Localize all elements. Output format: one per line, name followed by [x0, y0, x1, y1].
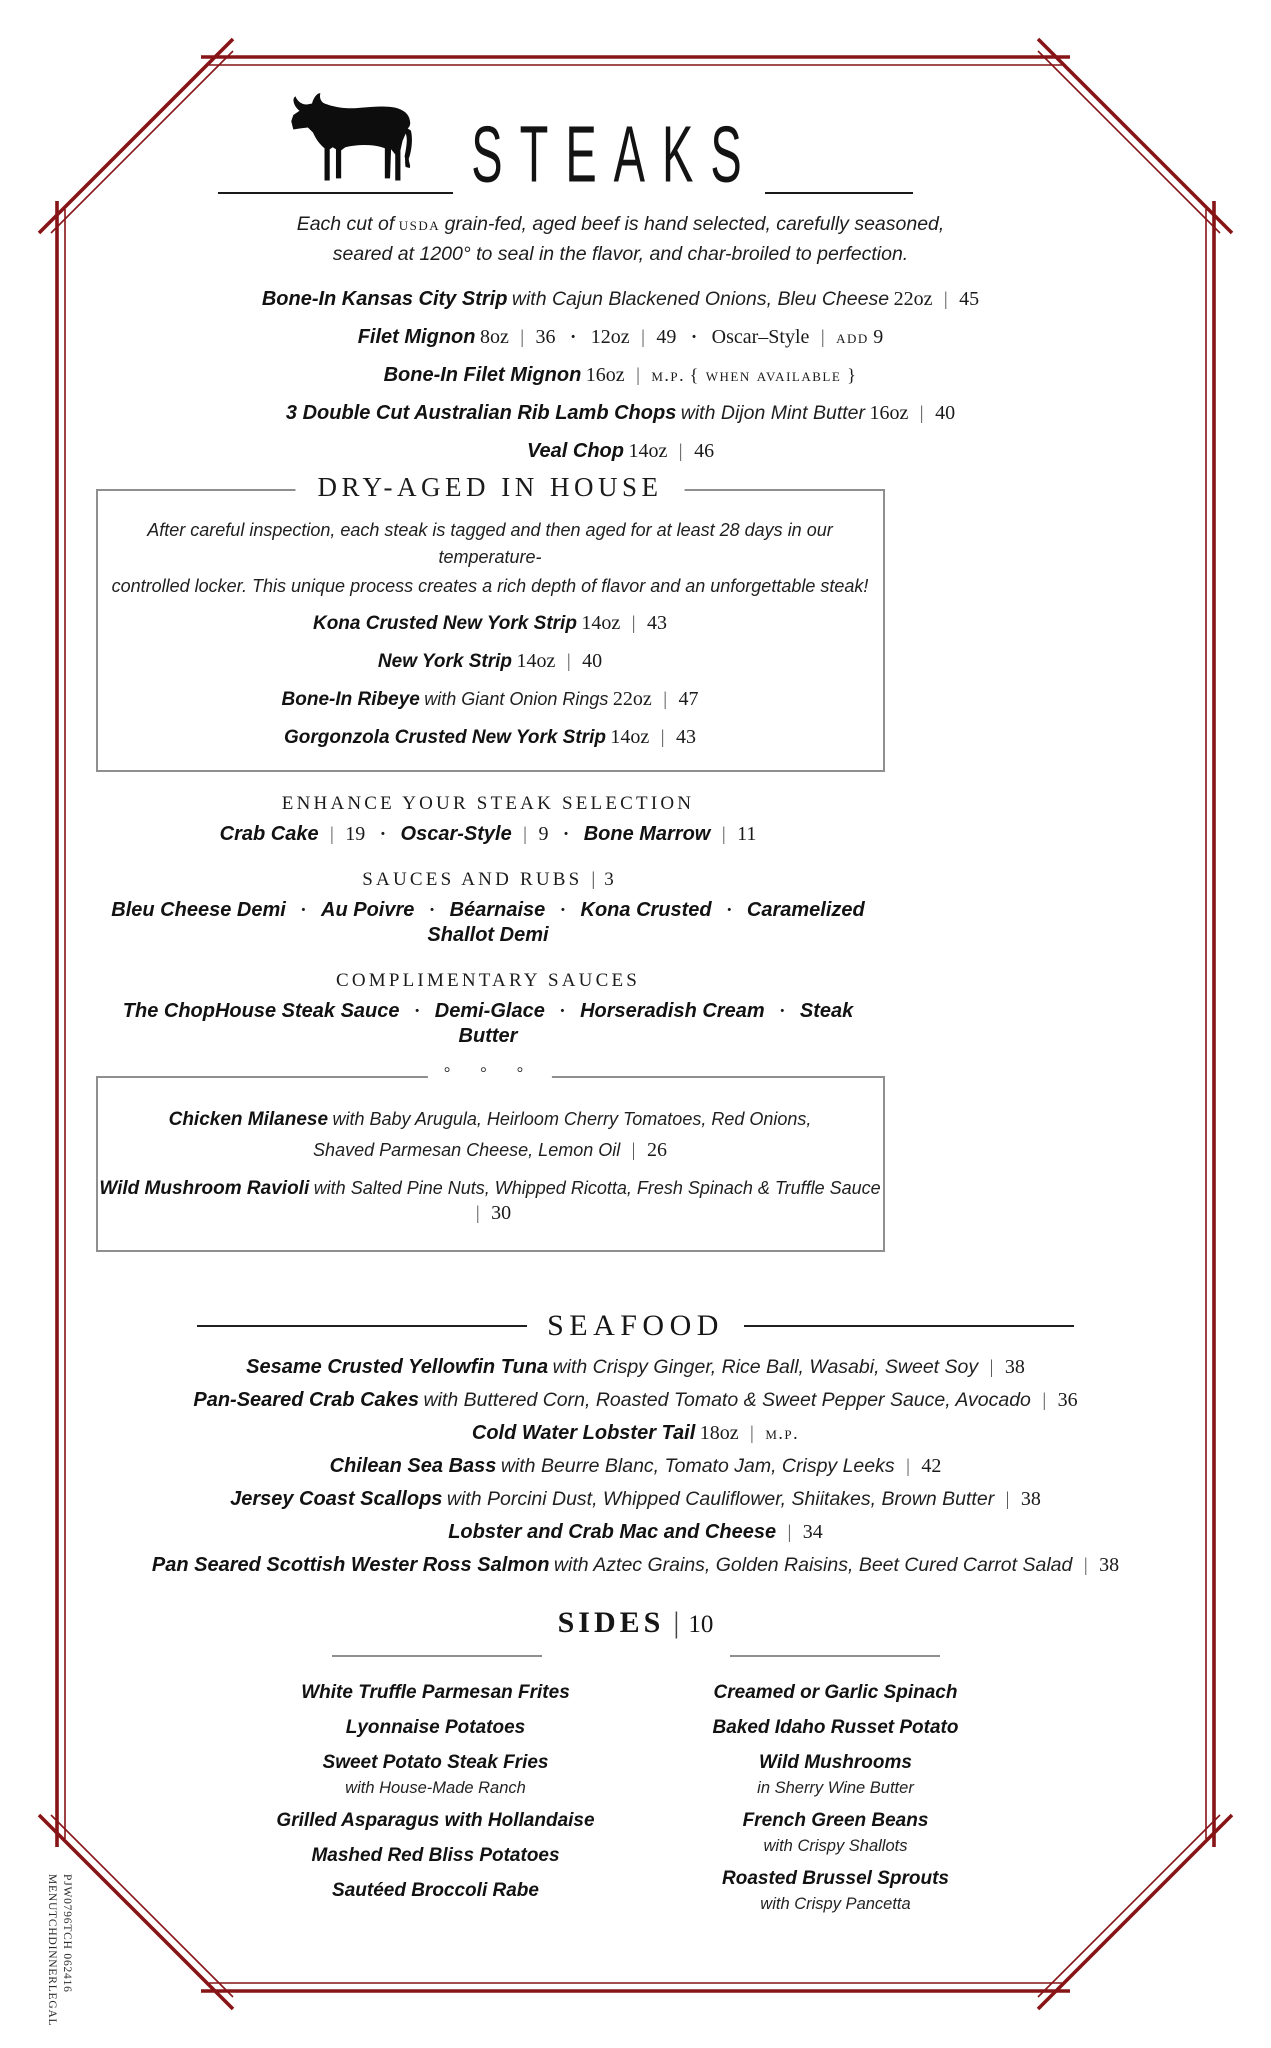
print-code-line: MENUTCHDINNERLEGAL	[46, 1874, 58, 2027]
segment-price: 36	[535, 326, 556, 348]
segment-size: 8oz	[479, 326, 509, 348]
side-item-description: with Crispy Shallots	[763, 1837, 908, 1855]
ornament-dots: ° ° °	[428, 1065, 552, 1083]
side-item-name: Baked Idaho Russet Potato	[712, 1717, 959, 1738]
segment-name: Bone Marrow	[583, 823, 711, 845]
segment-name: Bone-In Kansas City Strip	[261, 288, 508, 310]
segment-price: 9	[873, 326, 884, 348]
side-item	[236, 1879, 636, 1903]
segment-name: Cold Water Lobster Tail	[471, 1422, 696, 1444]
menu-item	[96, 823, 881, 848]
menu-item	[96, 1356, 1176, 1381]
menu-item	[98, 1139, 883, 1164]
segment-sc: usda	[398, 214, 441, 234]
segment-name: The ChopHouse Steak Sauce	[122, 1000, 400, 1022]
segment-sep: |	[523, 824, 527, 845]
side-item	[236, 1844, 636, 1868]
print-code	[44, 1874, 74, 2026]
segment-dot: ·	[559, 1001, 566, 1022]
menu-item	[81, 364, 1161, 389]
print-code-line: PJW0796TCH 062416	[61, 1874, 73, 1993]
segment-size: 14oz	[516, 650, 556, 672]
segment-sc: add	[836, 327, 869, 347]
segment-sep: |	[919, 403, 924, 424]
segment-name: Steak Butter	[458, 1000, 854, 1047]
intro-text	[81, 210, 1161, 268]
segment-sep: |	[1005, 1489, 1010, 1510]
sauces-rubs-title: SAUCES AND RUBS	[362, 869, 583, 890]
dry-aged-description-line	[98, 573, 883, 600]
menu-item	[98, 1177, 883, 1227]
side-item-name: White Truffle Parmesan Frites	[301, 1682, 570, 1703]
complimentary-sauces-heading: COMPLIMENTARY SAUCES	[335, 970, 641, 991]
segment-sep: |	[989, 1357, 994, 1378]
sides-rule-left	[332, 1655, 542, 1657]
segment-name: Kona Crusted	[580, 899, 712, 921]
segment-size: 22oz	[893, 288, 933, 310]
steaks-title-row	[26, 84, 1106, 199]
segment-desc: grain-fed, aged beef is hand selected, carefully seasoned,	[444, 213, 945, 235]
segment-dot: ·	[726, 900, 733, 921]
segment-price: 46	[694, 440, 715, 462]
side-item	[236, 1751, 636, 1798]
intro-line	[81, 240, 1161, 268]
side-item	[236, 1809, 636, 1833]
segment-name: Jersey Coast Scallops	[230, 1488, 443, 1510]
segment-name: Chicken Milanese	[168, 1109, 329, 1130]
segment-price: 43	[647, 612, 667, 634]
cow-baseline-rule	[218, 84, 453, 194]
dry-aged-heading: DRY-AGED IN HOUSE	[296, 472, 685, 503]
steaks-header	[96, 84, 1176, 268]
side-item-name: Grilled Asparagus with Hollandaise	[276, 1810, 595, 1831]
sides-price: 10	[688, 1611, 714, 1638]
side-item	[636, 1681, 1036, 1705]
segment-price: 38	[1099, 1554, 1120, 1576]
side-item-description: in Sherry Wine Butter	[757, 1779, 914, 1797]
menu-page	[96, 0, 1176, 1925]
segment-name: Caramelized Shallot Demi	[427, 899, 865, 946]
segment-desc: with Dijon Mint Butter	[680, 402, 865, 424]
sides-column-left	[236, 1681, 636, 1925]
dry-aged-section	[96, 472, 885, 772]
segment-price: 49	[656, 326, 677, 348]
segment-desc: with Crispy Ginger, Rice Ball, Wasabi, Sweet Soy	[552, 1356, 979, 1378]
segment-desc: with Beurre Blanc, Tomato Jam, Crispy Leeks	[500, 1455, 895, 1477]
menu-item	[96, 1000, 881, 1050]
side-item	[236, 1681, 636, 1705]
segment-name: Bleu Cheese Demi	[111, 899, 286, 921]
segment-dot: ·	[379, 824, 387, 845]
segment-price: 43	[676, 726, 697, 748]
complimentary-sauces-items	[96, 1000, 881, 1050]
side-item-name: Wild Mushrooms	[759, 1752, 912, 1773]
segment-size: 16oz	[869, 402, 909, 424]
sides-title: SIDES	[557, 1606, 665, 1639]
segment-sep: |	[660, 727, 665, 748]
segment-name: Filet Mignon	[357, 326, 476, 348]
side-item	[236, 1716, 636, 1740]
title-trailing-rule	[765, 192, 913, 194]
sides-column-right	[636, 1681, 1036, 1925]
enhance-section	[96, 792, 881, 848]
segment-price: 19	[345, 823, 366, 845]
segment-name: Sesame Crusted Yellowfin Tuna	[246, 1356, 549, 1378]
segment-sep: |	[663, 689, 667, 710]
segment-price: 45	[959, 288, 980, 310]
segment-sep: |	[641, 327, 645, 348]
segment-name: Oscar-Style	[400, 823, 512, 845]
side-item-name: Sautéed Broccoli Rabe	[332, 1880, 539, 1901]
segment-desc: After careful inspection, each steak is tagged and then aged for at least 28 days in our temperature-	[147, 520, 833, 567]
segment-name: Bone-In Filet Mignon	[383, 364, 582, 386]
side-item-name: Creamed or Garlic Spinach	[713, 1682, 958, 1703]
menu-item	[98, 650, 883, 675]
segment-price: 9	[538, 823, 549, 845]
segment-sep: |	[566, 651, 571, 672]
side-item	[636, 1751, 1036, 1798]
segment-sep: |	[1083, 1555, 1088, 1576]
segment-sc: m.p.	[651, 365, 686, 385]
side-item-name: Mashed Red Bliss Potatoes	[311, 1845, 560, 1866]
segment-price: 34	[802, 1521, 823, 1543]
segment-name: Demi-Glace	[434, 1000, 545, 1022]
segment-price: 42	[921, 1455, 942, 1477]
menu-item	[81, 326, 1161, 351]
menu-item	[96, 1521, 1176, 1546]
segment-sc: { when available }	[689, 365, 858, 385]
intro-line	[81, 210, 1161, 238]
dry-aged-items	[98, 612, 883, 770]
sides-columns	[96, 1681, 1176, 1925]
segment-sep: |	[943, 289, 948, 310]
enhance-items	[96, 823, 881, 848]
side-item-description: with House-Made Ranch	[345, 1779, 526, 1797]
menu-item	[81, 288, 1161, 313]
segment-name: Béarnaise	[449, 899, 546, 921]
side-item	[636, 1809, 1036, 1856]
segment-size: 14oz	[610, 726, 650, 748]
price-separator: |	[591, 869, 596, 890]
segment-sep: |	[1042, 1390, 1047, 1411]
segment-dot: ·	[559, 900, 567, 921]
heading-rule-left	[197, 1325, 527, 1327]
segment-price: 47	[678, 688, 699, 710]
side-item-name: Sweet Potato Steak Fries	[322, 1752, 549, 1773]
segment-sep: |	[820, 327, 825, 348]
segment-name: Veal Chop	[526, 440, 624, 462]
segment-sep: |	[750, 1423, 754, 1444]
menu-item	[98, 688, 883, 713]
segment-price: 40	[582, 650, 603, 672]
menu-item	[81, 402, 1161, 427]
menu-item	[98, 612, 883, 637]
entrees-box-section	[96, 1065, 885, 1252]
menu-item	[96, 1422, 1176, 1447]
segment-dot: ·	[690, 327, 698, 348]
side-item-name: French Green Beans	[742, 1810, 929, 1831]
sauces-rubs-price: 3	[604, 869, 614, 890]
segment-price: 40	[935, 402, 956, 424]
segment-size: 18oz	[699, 1422, 739, 1444]
price-separator: |	[673, 1606, 680, 1639]
segment-size: 22oz	[612, 688, 652, 710]
menu-item	[96, 1455, 1176, 1480]
segment-sep: |	[330, 824, 334, 845]
segment-sc: m.p.	[765, 1423, 800, 1443]
segment-sep: |	[906, 1456, 910, 1477]
entrees-items	[98, 1078, 883, 1250]
sauces-rubs-heading	[96, 868, 881, 892]
side-item	[636, 1716, 1036, 1740]
side-item-name: Roasted Brussel Sprouts	[722, 1868, 949, 1889]
side-item	[636, 1867, 1036, 1914]
seafood-items	[96, 1356, 1176, 1579]
sides-rules	[96, 1655, 1176, 1657]
segment-desc: with Salted Pine Nuts, Whipped Ricotta, Fresh Spinach & Truffle Sauce	[313, 1178, 881, 1198]
segment-name: Chilean Sea Bass	[329, 1455, 497, 1477]
page-title: STEAKS	[471, 108, 759, 199]
segment-name: Pan-Seared Crab Cakes	[193, 1389, 420, 1411]
segment-name: Pan Seared Scottish Wester Ross Salmon	[151, 1554, 550, 1576]
segment-name: Horseradish Cream	[580, 1000, 765, 1022]
seafood-section	[96, 1308, 1176, 1579]
segment-sep: |	[636, 365, 640, 386]
segment-size: 14oz	[628, 440, 668, 462]
segment-sep: |	[520, 327, 525, 348]
side-item-name: Lyonnaise Potatoes	[345, 1717, 526, 1738]
segment-size: 16oz	[585, 364, 625, 386]
menu-item	[96, 1488, 1176, 1513]
segment-price: 30	[491, 1202, 512, 1224]
complimentary-sauces-section	[96, 969, 881, 1050]
segment-desc: with Baby Arugula, Heirloom Cherry Tomatoes, Red Onions,	[332, 1109, 812, 1129]
segment-desc: with Buttered Corn, Roasted Tomato & Sweet Pepper Sauce, Avocado	[423, 1389, 1031, 1411]
steaks-items	[81, 288, 1161, 465]
segment-desc: with Giant Onion Rings	[424, 689, 609, 709]
segment-name: New York Strip	[377, 651, 513, 672]
segment-sep: |	[631, 613, 636, 634]
segment-desc: with Aztec Grains, Golden Raisins, Beet Cured Carrot Salad	[553, 1554, 1073, 1576]
segment-name: Kona Crusted New York Strip	[312, 613, 577, 634]
heading-rule-right	[744, 1325, 1074, 1327]
segment-price: 26	[646, 1139, 667, 1161]
segment-desc: seared at 1200° to seal in the flavor, and char-broiled to perfection.	[332, 243, 909, 265]
segment-name: Gorgonzola Crusted New York Strip	[283, 727, 606, 748]
segment-price: 11	[737, 823, 757, 845]
menu-item	[98, 1108, 883, 1133]
side-item-description: with Crispy Pancetta	[760, 1895, 911, 1913]
menu-item	[96, 899, 881, 949]
segment-dot: ·	[562, 824, 570, 845]
sauces-rubs-items	[96, 899, 881, 949]
segment-name: 3 Double Cut Australian Rib Lamb Chops	[285, 402, 677, 424]
segment-desc: Each cut of	[296, 213, 395, 235]
menu-item	[81, 440, 1161, 465]
segment-desc: controlled locker. This unique process creates a rich depth of flavor and an unforgettable steak!	[111, 576, 869, 596]
segment-dot: ·	[570, 327, 577, 348]
seafood-heading-row	[96, 1308, 1176, 1344]
segment-desc: with Porcini Dust, Whipped Cauliflower, Shiitakes, Brown Butter	[446, 1488, 995, 1510]
dry-aged-description-line	[98, 517, 883, 571]
seafood-heading: SEAFOOD	[547, 1309, 724, 1342]
segment-price: 38	[1020, 1488, 1041, 1510]
segment-price: 36	[1057, 1389, 1078, 1411]
segment-serif: Oscar–Style	[711, 326, 810, 348]
segment-name: Wild Mushroom Ravioli	[99, 1178, 310, 1199]
sauces-rubs-section	[96, 868, 881, 949]
segment-name: Crab Cake	[219, 823, 319, 845]
segment-name: Lobster and Crab Mac and Cheese	[448, 1521, 777, 1543]
menu-item	[98, 726, 883, 751]
segment-desc: Shaved Parmesan Cheese, Lemon Oil	[313, 1140, 621, 1160]
segment-size: 12oz	[590, 326, 630, 348]
segment-sep: |	[475, 1203, 480, 1224]
segment-name: Au Poivre	[321, 899, 415, 921]
segment-name: Bone-In Ribeye	[281, 689, 420, 710]
segment-size: 14oz	[581, 612, 621, 634]
segment-dot: ·	[300, 900, 307, 921]
segment-dot: ·	[413, 1001, 421, 1022]
segment-dot: ·	[428, 900, 436, 921]
menu-item	[96, 1389, 1176, 1414]
segment-dot: ·	[779, 1001, 786, 1022]
segment-desc: with Cajun Blackened Onions, Bleu Cheese	[511, 288, 890, 310]
dry-aged-description	[98, 491, 883, 600]
sides-section	[96, 1605, 1176, 1925]
segment-price: 38	[1004, 1356, 1025, 1378]
segment-sep: |	[678, 441, 683, 462]
sides-rule-right	[730, 1655, 940, 1657]
segment-sep: |	[787, 1522, 792, 1543]
sides-heading	[96, 1605, 1176, 1643]
cow-icon	[285, 90, 441, 194]
segment-sep: |	[721, 824, 726, 845]
segment-sep: |	[631, 1140, 636, 1161]
enhance-heading: ENHANCE YOUR STEAK SELECTION	[281, 793, 695, 814]
menu-item	[96, 1554, 1176, 1579]
